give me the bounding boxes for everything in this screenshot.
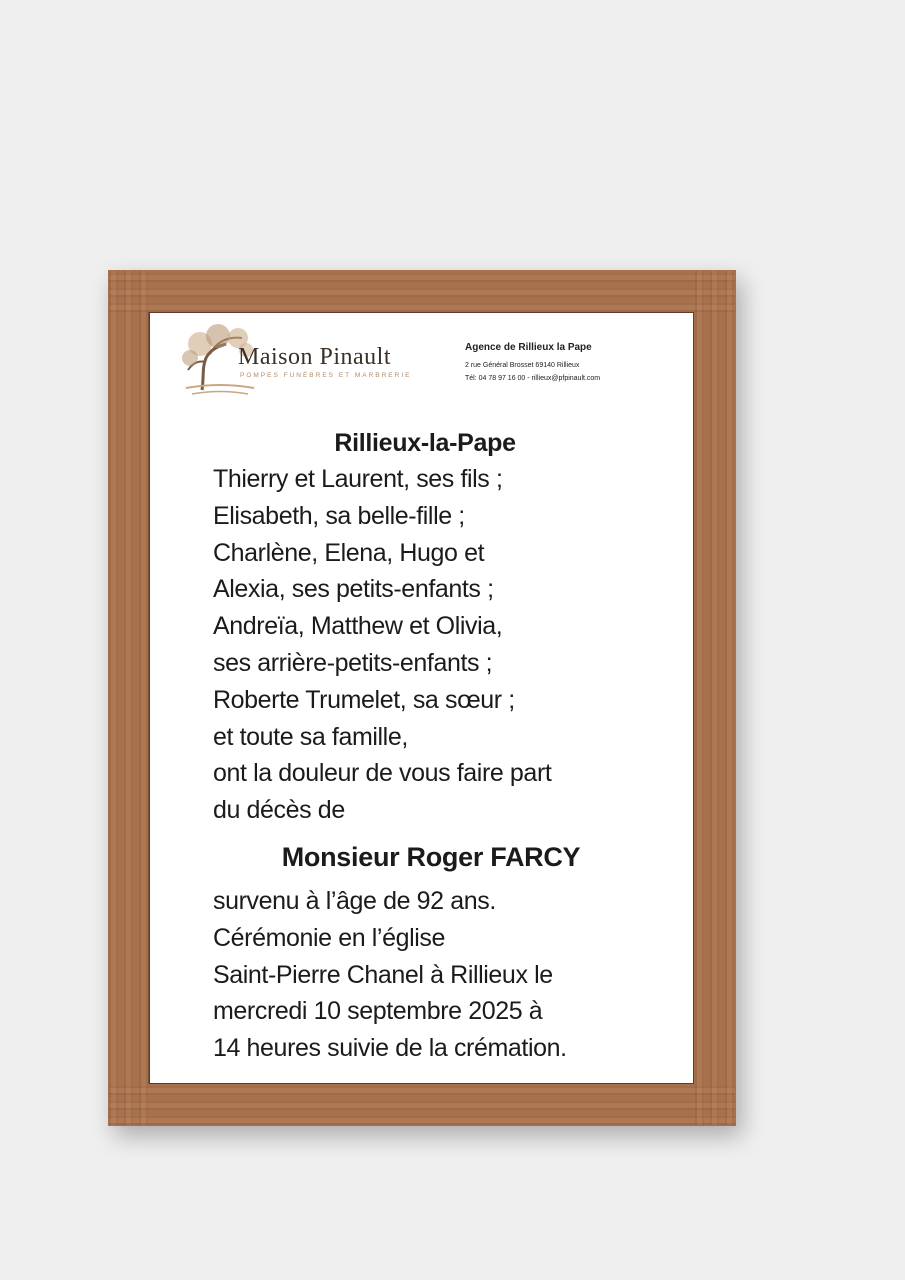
family-line: Alexia, ses petits-enfants ; (213, 575, 494, 604)
ceremony-line: Cérémonie en l’église (213, 923, 446, 952)
family-line: du décès de (213, 796, 345, 825)
agency-info (465, 342, 685, 385)
notice-text (213, 425, 683, 1067)
logo-subtitle: POMPES FUNÈBRES ET MARBRERIE (240, 372, 412, 379)
family-line: ses arrière-petits-enfants ; (213, 648, 493, 677)
agency-contact: Tél: 04 78 97 16 00 - rillieux@pfpinault.com (465, 375, 601, 382)
logo-name: Maison Pinault (238, 344, 392, 370)
company-logo (180, 322, 430, 402)
family-line: Charlène, Elena, Hugo et (213, 538, 485, 567)
family-line: et toute sa famille, (213, 722, 408, 751)
agency-title: Agence de Rillieux la Pape (465, 342, 592, 353)
family-line: Elisabeth, sa belle-fille ; (213, 501, 465, 530)
family-line: Thierry et Laurent, ses fils ; (213, 465, 503, 493)
ceremony-line: survenu à l’âge de 92 ans. (213, 886, 496, 915)
ceremony-line: mercredi 10 septembre 2025 à (213, 997, 543, 1026)
notice-town: Rillieux-la-Pape (334, 429, 516, 457)
agency-address: 2 rue Général Brosset 69140 Rillieux (465, 362, 580, 369)
ceremony-line: 14 heures suivie de la crémation. (213, 1034, 567, 1063)
deceased-name: Monsieur Roger FARCY (281, 841, 581, 872)
family-line: Andreïa, Matthew et Olivia, (213, 612, 503, 641)
family-line: ont la douleur de vous faire part (213, 759, 552, 788)
ceremony-line: Saint-Pierre Chanel à Rillieux le (213, 960, 553, 989)
family-line: Roberte Trumelet, sa sœur ; (213, 685, 515, 714)
